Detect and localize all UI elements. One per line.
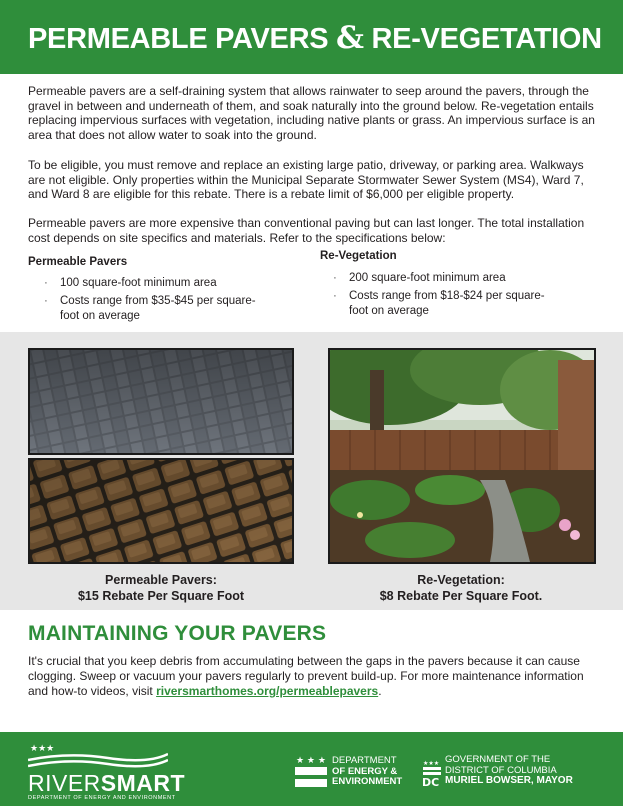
reveg-spec-list [333, 271, 563, 322]
doee-line-3: ENVIRONMENT [332, 776, 403, 787]
riversmart-logo [28, 742, 188, 800]
pavers-spec-list [44, 276, 264, 327]
reveg-caption-line-2: $8 Rebate Per Square Foot. [379, 589, 543, 603]
maintenance-title: MAINTAINING YOUR PAVERS [28, 622, 327, 645]
pavers-spec-item: · 100 square-foot minimum area [44, 276, 264, 292]
riversmart-subtitle: DEPARTMENT OF ENERGY AND ENVIRONMENT [28, 795, 176, 801]
dc-government-logo [421, 754, 611, 794]
riversmart-stars-waves-icon [28, 742, 168, 770]
maintenance-body: It's crucial that you keep debris from accumulating between the gaps in the pavers because it can cause clogging. Sweep or vacuum your pavers regularly to prevent build-up. For more maintenance information and how-to videos, visit [28, 654, 584, 698]
pavers-caption [28, 572, 294, 604]
svg-text:★★★: ★★★ [30, 744, 55, 754]
intro-paragraph-3: Permeable pavers are more expensive than conventional paving but can last longer. The total installation cost depends on site specifics and materials. Refer to the specifications below: [28, 216, 585, 245]
svg-text:★★★: ★★★ [423, 760, 440, 767]
pavers-brown-image [30, 460, 292, 562]
dc-mayor-line: MURIEL BOWSER, MAYOR [445, 775, 573, 786]
riversmart-word-smart: SMART [100, 770, 186, 796]
permeable-pavers-link[interactable]: riversmarthomes.org/permeablepavers [156, 684, 379, 698]
pavers-spec-heading: Permeable Pavers [28, 256, 128, 268]
pavers-photo-brown [28, 458, 294, 564]
pavers-gray-image [30, 350, 292, 453]
garden-image [330, 350, 594, 562]
reveg-caption-line-1: Re-Vegetation: [417, 573, 505, 587]
pavers-photo-gray [28, 348, 294, 455]
dc-flag-icon [295, 754, 327, 790]
pavers-caption-line-2: $15 Rebate Per Square Foot [77, 589, 245, 603]
riversmart-word-river: RIVER [28, 770, 101, 796]
page-footer [0, 732, 623, 806]
doee-line-1: DEPARTMENT [332, 755, 397, 766]
doee-logo [295, 754, 415, 794]
riversmart-wordmark [28, 770, 185, 797]
reveg-spec-item: · 200 square-foot minimum area [333, 271, 563, 287]
intro-paragraph-2: To be eligible, you must remove and replace an existing large patio, driveway, or parking area. Walkways are not eligible. Only properties within the Municipal Separate Stormwater Sewer System (MS4), Ward 7, and Ward 8 are eligible for this rebate. There is a rebate limit of $6,000 per eligible property. [28, 158, 584, 201]
title-ampersand: & [336, 20, 364, 56]
svg-text:DC: DC [422, 776, 440, 788]
revegetation-photo [328, 348, 596, 564]
maintenance-text [28, 654, 600, 699]
svg-text:★ ★ ★: ★ ★ ★ [296, 756, 326, 766]
dc-line-2: DISTRICT OF COLUMBIA [445, 764, 557, 776]
doee-text [332, 756, 402, 788]
reveg-spec-heading: Re-Vegetation [320, 250, 397, 262]
maintenance-period: . [378, 684, 382, 698]
title-part-1: PERMEABLE PAVERS [28, 23, 329, 55]
intro-paragraph-1: Permeable pavers are a self-draining system that allows rainwater to seep around the pavers, through the gravel in between and underneath of them, and soak naturally into the ground below. Re-vegetation entails replacing impervious surfaces with vegetation, including native plants or grass. An impervious surface is an area that does not allow water to soak into the ground. [28, 84, 595, 142]
dc-line-1: GOVERNMENT OF THE [445, 754, 551, 765]
pavers-caption-line-1: Permeable Pavers: [105, 573, 217, 587]
title-part-2: RE-VEGETATION [371, 23, 602, 55]
pavers-spec-item: · Costs range from $35-$45 per square-foot on average [44, 294, 264, 325]
page-title [28, 20, 602, 56]
dc-government-text [445, 755, 573, 787]
reveg-caption [328, 572, 594, 604]
reveg-spec-item: · Costs range from $18-$24 per square-foot on average [333, 289, 563, 320]
doee-line-2: OF ENERGY & [332, 765, 398, 777]
dc-seal-icon [421, 756, 443, 788]
page-header [0, 0, 623, 74]
